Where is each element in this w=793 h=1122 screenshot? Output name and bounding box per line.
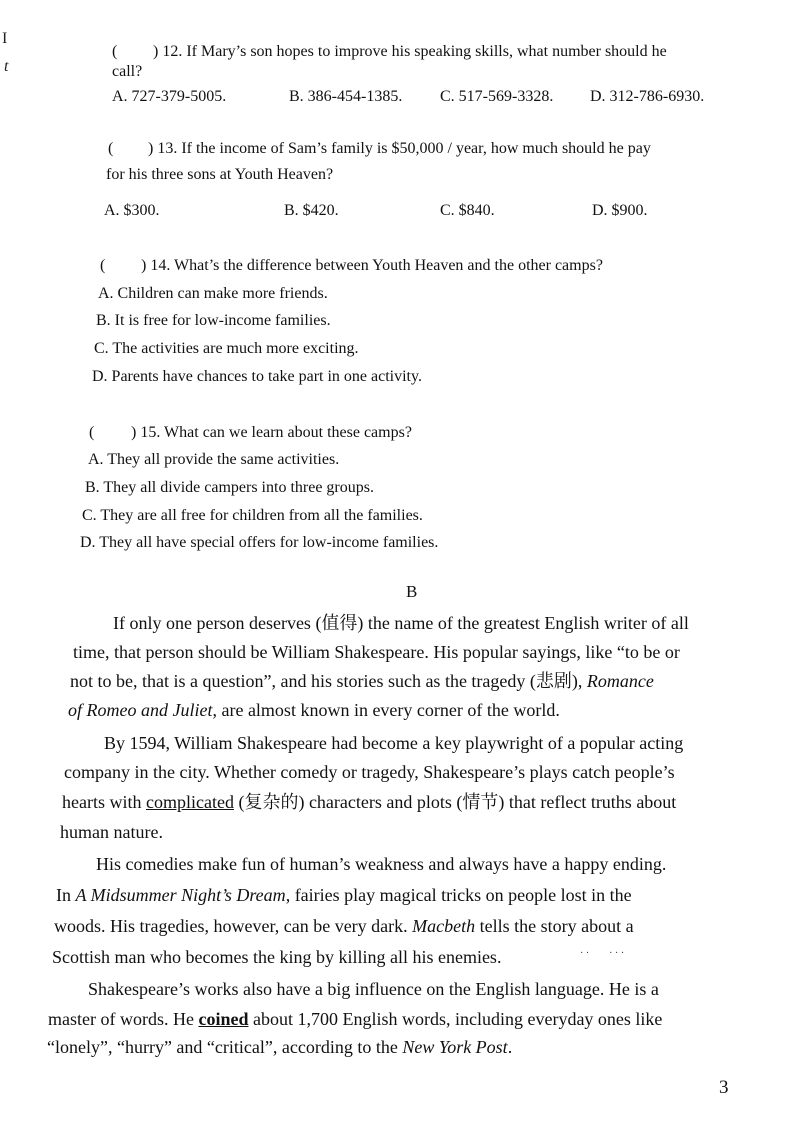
question-13-text-cont: for his three sons at Youth Heaven? [106,166,334,183]
question-14-option-a[interactable]: A. Children can make more friends. [98,285,328,302]
section-title: B [406,582,418,601]
page-number: 3 [719,1077,729,1098]
question-13-option-d[interactable]: D. $900. [592,202,648,219]
p1-line-2: time, that person should be William Shakespeare. His popular sayings, like “to be or [73,642,680,662]
question-15-blank[interactable]: ( [89,424,95,441]
question-13-option-a[interactable]: A. $300. [104,202,160,219]
question-15-option-c[interactable]: C. They are all free for children from all the families. [82,507,423,524]
p4-line-1: Shakespeare’s works also have a big influence on the English language. He is a [88,979,659,999]
question-12-text-cont: call? [112,63,143,80]
question-13-blank[interactable]: ( [108,140,114,157]
question-14-text: ) 14. What’s the difference between Youth Heaven and the other camps? [141,257,603,274]
p2-line-2: company in the city. Whether comedy or tragedy, Shakespeare’s plays catch people’s [64,762,675,782]
margin-mark-1: I [2,30,8,47]
question-12-option-c[interactable]: C. 517-569-3328. [440,88,554,105]
p3-line-3: woods. His tragedies, however, can be very dark. Macbeth tells the story about a [54,916,634,936]
question-13-option-b[interactable]: B. $420. [284,202,339,219]
question-15-option-d[interactable]: D. They all have special offers for low-income families. [80,534,439,551]
p2-line-1: By 1594, William Shakespeare had become a key playwright of a popular acting [104,733,684,753]
question-14-blank[interactable]: ( [100,257,106,274]
p4-line-2: master of words. He coined about 1,700 English words, including everyday ones like [48,1009,663,1029]
question-12-option-b[interactable]: B. 386-454-1385. [289,88,403,105]
question-13-text: ) 13. If the income of Sam’s family is $50,000 / year, how much should he pay [148,140,651,157]
question-12-option-d[interactable]: D. 312-786-6930. [590,88,705,105]
question-15-text: ) 15. What can we learn about these camps? [131,424,412,441]
p3-line-1: His comedies make fun of human’s weakness and always have a happy ending. [96,854,667,874]
p1-line-1: If only one person deserves (值得) the name of the greatest English writer of all [113,613,689,633]
question-12-option-a[interactable]: A. 727-379-5005. [112,88,227,105]
question-13-option-c[interactable]: C. $840. [440,202,495,219]
p2-line-4: human nature. [60,822,163,842]
p1-line-3: not to be, that is a question”, and his stories such as the tragedy (悲剧), Romance [70,671,654,691]
question-15-option-a[interactable]: A. They all provide the same activities. [88,451,340,468]
p4-line-3: “lonely”, “hurry” and “critical”, according to the New York Post. [47,1037,513,1057]
p3-line-4: Scottish man who becomes the king by killing all his enemies. [52,947,502,967]
question-14-option-b[interactable]: B. It is free for low-income families. [96,312,331,329]
margin-mark-2: t [4,58,9,75]
question-14-option-d[interactable]: D. Parents have chances to take part in one activity. [92,368,422,385]
p3-line-2: In A Midsummer Night’s Dream, fairies play magical tricks on people lost in the [56,885,632,905]
p1-line-4: of Romeo and Juliet, are almost known in every corner of the world. [68,700,560,720]
question-15-option-b[interactable]: B. They all divide campers into three groups. [85,479,374,496]
question-14-option-c[interactable]: C. The activities are much more exciting. [94,340,359,357]
scan-noise-mark: · · · · · [580,948,625,959]
question-12-blank[interactable]: ( [112,43,118,60]
p2-line-3: hearts with complicated (复杂的) characters and plots (情节) that reflect truths about [62,792,677,812]
question-12-text: ) 12. If Mary’s son hopes to improve his speaking skills, what number should he [153,43,667,60]
